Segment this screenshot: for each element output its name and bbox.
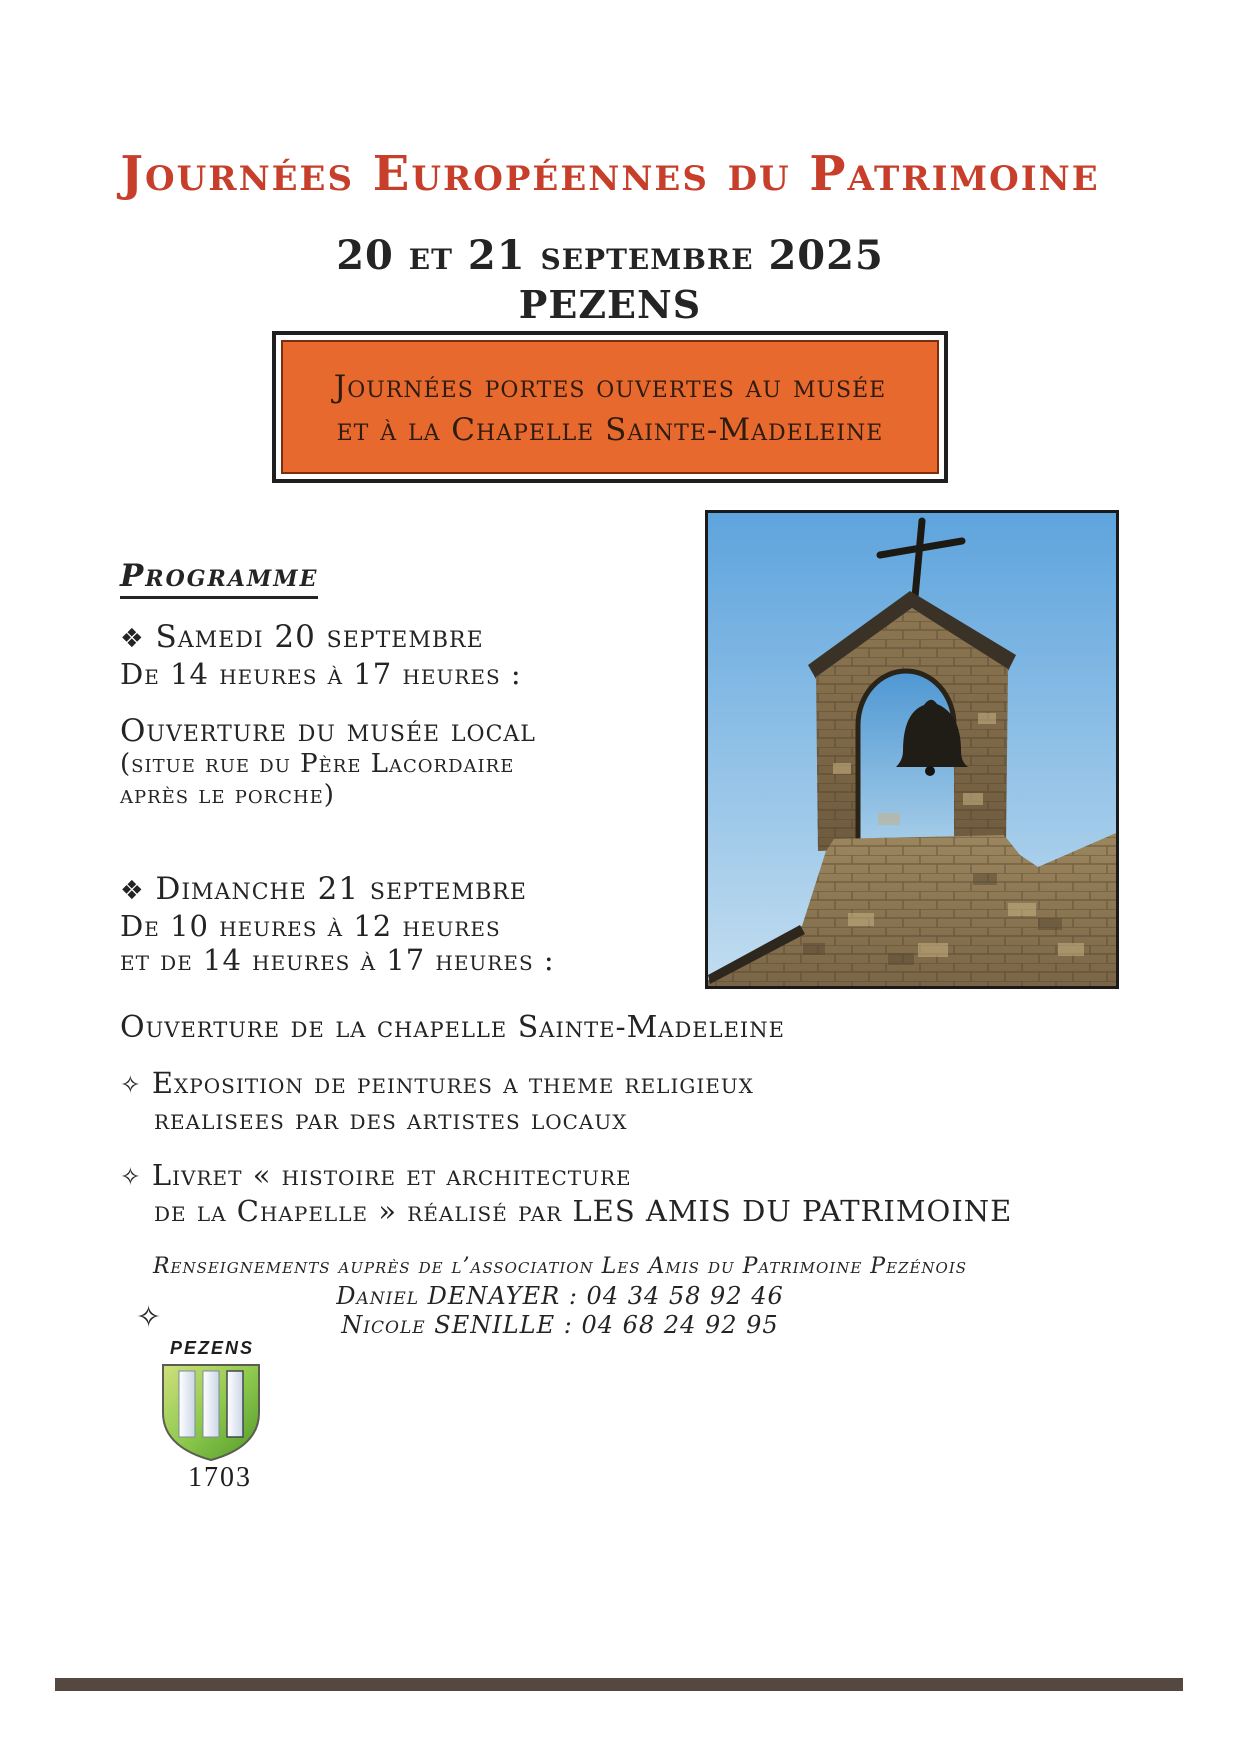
event-city: PEZENS bbox=[518, 282, 702, 327]
contact-person2: Nicole SENILLE : 04 68 24 92 95 bbox=[341, 1311, 779, 1339]
chapel-photo bbox=[705, 510, 1119, 989]
contact-person1: Daniel DENAYER : 04 34 58 92 46 bbox=[336, 1282, 784, 1310]
coat-of-arms-year: 1703 bbox=[188, 1462, 252, 1493]
booklet-text1: Livret « histoire et architecture bbox=[151, 1158, 632, 1192]
booklet-line1 bbox=[120, 1158, 1012, 1194]
page-title: Journées Européennes du Patrimoine bbox=[120, 146, 1100, 202]
saturday-date-text: Samedi 20 septembre bbox=[155, 619, 484, 655]
pezens-coat-of-arms bbox=[156, 1360, 266, 1464]
museum-address-line2: après le porche) bbox=[120, 780, 335, 810]
event-dates: 20 et 21 septembre 2025 bbox=[336, 232, 884, 279]
exhibition-text1: Exposition de peintures a theme religieux bbox=[151, 1066, 754, 1100]
sunday-hours-line1: De 10 heures à 12 heures bbox=[120, 909, 501, 943]
museum-title-line: Ouverture du musée local bbox=[120, 713, 536, 749]
sparkle-bullet-icon: ✧ bbox=[120, 1070, 142, 1099]
saturday-date-line bbox=[120, 620, 522, 657]
museum-block bbox=[120, 714, 536, 811]
saturday-block bbox=[120, 620, 522, 691]
sunday-block bbox=[120, 872, 555, 977]
banner-box bbox=[272, 331, 948, 483]
banner-inner bbox=[281, 340, 939, 474]
booklet-block bbox=[120, 1158, 1012, 1228]
diamond-bullet-icon: ❖ bbox=[120, 624, 145, 654]
sunday-hours-line2: et de 14 heures à 17 heures : bbox=[120, 943, 555, 977]
booklet-line2: de la Chapelle » réalisé par LES AMIS DU PATRIMOINE bbox=[154, 1194, 1013, 1228]
contact-info-line: Renseignements auprès de l’association Les Amis du Patrimoine Pezénois bbox=[152, 1254, 968, 1279]
shield-pale-3 bbox=[227, 1371, 243, 1437]
exhibition-line1 bbox=[120, 1066, 754, 1102]
coat-of-arms-label: PEZENS bbox=[170, 1338, 255, 1358]
sparkle-bullet-icon: ✧ bbox=[120, 1162, 142, 1191]
banner-line2: et à la Chapelle Sainte-Madeleine bbox=[336, 411, 884, 448]
footer-rule bbox=[55, 1678, 1183, 1691]
shield-pale-1 bbox=[179, 1371, 195, 1437]
chapel-opening-line: Ouverture de la chapelle Sainte-Madeleine bbox=[120, 1010, 785, 1045]
contact-block bbox=[0, 1252, 1120, 1340]
programme-heading-text: Programme bbox=[120, 558, 318, 599]
exhibition-line2: realisees par des artistes locaux bbox=[154, 1102, 628, 1136]
banner-line1: Journées portes ouvertes au musée bbox=[333, 369, 887, 405]
sparkle-bullet-icon: ✧ bbox=[136, 1300, 162, 1335]
shield-pale-2 bbox=[203, 1371, 219, 1437]
sunday-date-line bbox=[120, 872, 555, 909]
chapel-photo-illustration bbox=[708, 513, 1116, 986]
museum-address-line1: (situe rue du Père Lacordaire bbox=[120, 749, 515, 779]
sunday-date-text: Dimanche 21 septembre bbox=[155, 871, 527, 907]
saturday-hours-line: De 14 heures à 17 heures : bbox=[120, 657, 522, 691]
diamond-bullet-icon: ❖ bbox=[120, 876, 145, 906]
exhibition-block bbox=[120, 1066, 754, 1136]
programme-heading bbox=[120, 558, 318, 599]
